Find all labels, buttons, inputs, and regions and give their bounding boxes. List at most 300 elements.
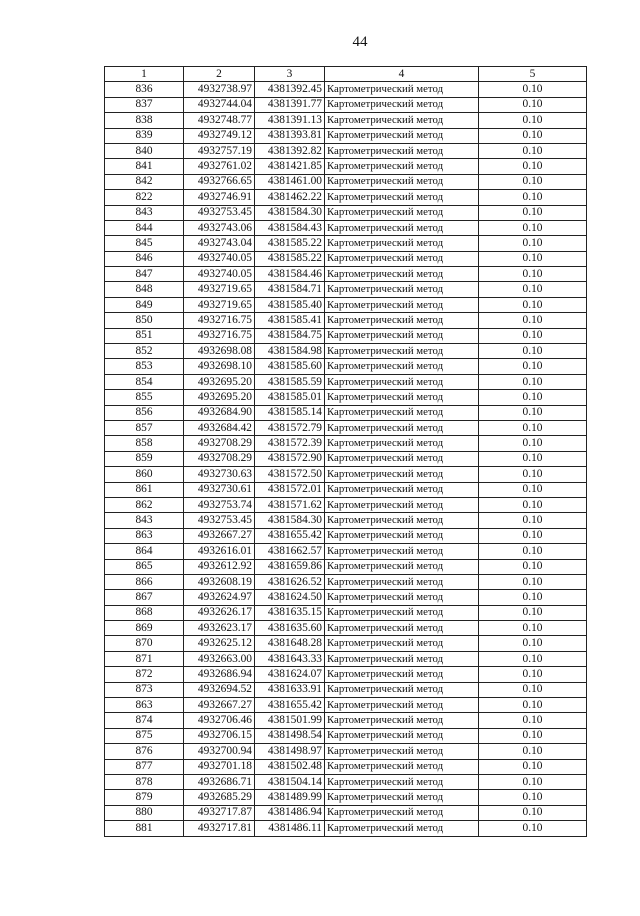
table-row [105, 82, 587, 97]
accuracy-cell: 0.10 [479, 297, 587, 312]
x-coordinate-cell: 4932757.19 [184, 143, 255, 158]
method-cell: Картометрический метод [325, 174, 479, 189]
column-header: 2 [184, 67, 255, 82]
method-cell: Картометрический метод [325, 621, 479, 636]
y-coordinate-cell: 4381392.82 [255, 143, 325, 158]
y-coordinate-cell: 4381659.86 [255, 559, 325, 574]
accuracy-cell: 0.10 [479, 374, 587, 389]
point-number-cell: 862 [105, 497, 184, 512]
table-row [105, 651, 587, 666]
table-row [105, 713, 587, 728]
table-row [105, 805, 587, 820]
table-row [105, 790, 587, 805]
y-coordinate-cell: 4381585.40 [255, 297, 325, 312]
point-number-cell: 872 [105, 667, 184, 682]
accuracy-cell: 0.10 [479, 282, 587, 297]
y-coordinate-cell: 4381584.71 [255, 282, 325, 297]
accuracy-cell: 0.10 [479, 220, 587, 235]
x-coordinate-cell: 4932748.77 [184, 113, 255, 128]
table-row [105, 574, 587, 589]
accuracy-cell: 0.10 [479, 574, 587, 589]
accuracy-cell: 0.10 [479, 713, 587, 728]
method-cell: Картометрический метод [325, 220, 479, 235]
method-cell: Картометрический метод [325, 559, 479, 574]
accuracy-cell: 0.10 [479, 805, 587, 820]
x-coordinate-cell: 4932706.15 [184, 728, 255, 743]
point-number-cell: 839 [105, 128, 184, 143]
table-row [105, 682, 587, 697]
table-row [105, 297, 587, 312]
x-coordinate-cell: 4932663.00 [184, 651, 255, 666]
accuracy-cell: 0.10 [479, 728, 587, 743]
method-cell: Картометрический метод [325, 728, 479, 743]
method-cell: Картометрический метод [325, 297, 479, 312]
y-coordinate-cell: 4381584.30 [255, 513, 325, 528]
table-row [105, 559, 587, 574]
x-coordinate-cell: 4932740.05 [184, 267, 255, 282]
column-header: 3 [255, 67, 325, 82]
x-coordinate-cell: 4932684.42 [184, 420, 255, 435]
x-coordinate-cell: 4932744.04 [184, 97, 255, 112]
method-cell: Картометрический метод [325, 636, 479, 651]
point-number-cell: 848 [105, 282, 184, 297]
y-coordinate-cell: 4381585.59 [255, 374, 325, 389]
x-coordinate-cell: 4932761.02 [184, 159, 255, 174]
point-number-cell: 870 [105, 636, 184, 651]
accuracy-cell: 0.10 [479, 821, 587, 836]
point-number-cell: 853 [105, 359, 184, 374]
method-cell: Картометрический метод [325, 698, 479, 713]
y-coordinate-cell: 4381421.85 [255, 159, 325, 174]
y-coordinate-cell: 4381486.94 [255, 805, 325, 820]
x-coordinate-cell: 4932694.52 [184, 682, 255, 697]
x-coordinate-cell: 4932717.87 [184, 805, 255, 820]
table-row [105, 282, 587, 297]
method-cell: Картометрический метод [325, 405, 479, 420]
accuracy-cell: 0.10 [479, 513, 587, 528]
table-row [105, 605, 587, 620]
accuracy-cell: 0.10 [479, 313, 587, 328]
table-row [105, 190, 587, 205]
point-number-cell: 860 [105, 467, 184, 482]
table-row [105, 251, 587, 266]
y-coordinate-cell: 4381393.81 [255, 128, 325, 143]
table-row [105, 513, 587, 528]
method-cell: Картометрический метод [325, 467, 479, 482]
y-coordinate-cell: 4381572.39 [255, 436, 325, 451]
accuracy-cell: 0.10 [479, 651, 587, 666]
x-coordinate-cell: 4932700.94 [184, 744, 255, 759]
x-coordinate-cell: 4932753.45 [184, 205, 255, 220]
y-coordinate-cell: 4381392.45 [255, 82, 325, 97]
method-cell: Картометрический метод [325, 344, 479, 359]
y-coordinate-cell: 4381655.42 [255, 528, 325, 543]
table-row [105, 528, 587, 543]
y-coordinate-cell: 4381585.01 [255, 390, 325, 405]
method-cell: Картометрический метод [325, 374, 479, 389]
x-coordinate-cell: 4932686.94 [184, 667, 255, 682]
x-coordinate-cell: 4932608.19 [184, 574, 255, 589]
y-coordinate-cell: 4381572.01 [255, 482, 325, 497]
table-row [105, 698, 587, 713]
table-row [105, 267, 587, 282]
point-number-cell: 841 [105, 159, 184, 174]
point-number-cell: 837 [105, 97, 184, 112]
y-coordinate-cell: 4381635.15 [255, 605, 325, 620]
table-row [105, 420, 587, 435]
method-cell: Картометрический метод [325, 482, 479, 497]
table-row [105, 113, 587, 128]
table-row [105, 405, 587, 420]
table-row [105, 359, 587, 374]
point-number-cell: 861 [105, 482, 184, 497]
table-row [105, 97, 587, 112]
y-coordinate-cell: 4381662.57 [255, 544, 325, 559]
accuracy-cell: 0.10 [479, 344, 587, 359]
y-coordinate-cell: 4381504.14 [255, 774, 325, 789]
y-coordinate-cell: 4381501.99 [255, 713, 325, 728]
y-coordinate-cell: 4381498.54 [255, 728, 325, 743]
table-row [105, 497, 587, 512]
point-number-cell: 868 [105, 605, 184, 620]
table-row [105, 143, 587, 158]
point-number-cell: 847 [105, 267, 184, 282]
point-number-cell: 863 [105, 698, 184, 713]
y-coordinate-cell: 4381584.46 [255, 267, 325, 282]
method-cell: Картометрический метод [325, 97, 479, 112]
x-coordinate-cell: 4932730.61 [184, 482, 255, 497]
x-coordinate-cell: 4932625.12 [184, 636, 255, 651]
x-coordinate-cell: 4932753.74 [184, 497, 255, 512]
y-coordinate-cell: 4381585.14 [255, 405, 325, 420]
y-coordinate-cell: 4381648.28 [255, 636, 325, 651]
x-coordinate-cell: 4932616.01 [184, 544, 255, 559]
accuracy-cell: 0.10 [479, 590, 587, 605]
point-number-cell: 846 [105, 251, 184, 266]
method-cell: Картометрический метод [325, 328, 479, 343]
method-cell: Картометрический метод [325, 390, 479, 405]
method-cell: Картометрический метод [325, 805, 479, 820]
accuracy-cell: 0.10 [479, 559, 587, 574]
accuracy-cell: 0.10 [479, 790, 587, 805]
method-cell: Картометрический метод [325, 159, 479, 174]
y-coordinate-cell: 4381584.75 [255, 328, 325, 343]
accuracy-cell: 0.10 [479, 143, 587, 158]
accuracy-cell: 0.10 [479, 482, 587, 497]
point-number-cell: 858 [105, 436, 184, 451]
y-coordinate-cell: 4381571.62 [255, 497, 325, 512]
method-cell: Картометрический метод [325, 667, 479, 682]
table-row [105, 590, 587, 605]
x-coordinate-cell: 4932612.92 [184, 559, 255, 574]
accuracy-cell: 0.10 [479, 544, 587, 559]
table-row [105, 128, 587, 143]
x-coordinate-cell: 4932708.29 [184, 436, 255, 451]
x-coordinate-cell: 4932624.97 [184, 590, 255, 605]
y-coordinate-cell: 4381489.99 [255, 790, 325, 805]
y-coordinate-cell: 4381624.50 [255, 590, 325, 605]
x-coordinate-cell: 4932706.46 [184, 713, 255, 728]
method-cell: Картометрический метод [325, 744, 479, 759]
point-number-cell: 871 [105, 651, 184, 666]
x-coordinate-cell: 4932695.20 [184, 390, 255, 405]
method-cell: Картометрический метод [325, 590, 479, 605]
accuracy-cell: 0.10 [479, 744, 587, 759]
y-coordinate-cell: 4381461.00 [255, 174, 325, 189]
accuracy-cell: 0.10 [479, 267, 587, 282]
method-cell: Картометрический метод [325, 790, 479, 805]
method-cell: Картометрический метод [325, 774, 479, 789]
table-row [105, 544, 587, 559]
point-number-cell: 878 [105, 774, 184, 789]
y-coordinate-cell: 4381635.60 [255, 621, 325, 636]
method-cell: Картометрический метод [325, 282, 479, 297]
table-row [105, 744, 587, 759]
point-number-cell: 873 [105, 682, 184, 697]
method-cell: Картометрический метод [325, 451, 479, 466]
y-coordinate-cell: 4381572.90 [255, 451, 325, 466]
table-row [105, 313, 587, 328]
accuracy-cell: 0.10 [479, 174, 587, 189]
table-row [105, 621, 587, 636]
table-row [105, 759, 587, 774]
point-number-cell: 857 [105, 420, 184, 435]
point-number-cell: 856 [105, 405, 184, 420]
method-cell: Картометрический метод [325, 128, 479, 143]
point-number-cell: 854 [105, 374, 184, 389]
y-coordinate-cell: 4381391.77 [255, 97, 325, 112]
accuracy-cell: 0.10 [479, 390, 587, 405]
point-number-cell: 869 [105, 621, 184, 636]
method-cell: Картометрический метод [325, 82, 479, 97]
method-cell: Картометрический метод [325, 713, 479, 728]
x-coordinate-cell: 4932685.29 [184, 790, 255, 805]
x-coordinate-cell: 4932730.63 [184, 467, 255, 482]
table-row [105, 159, 587, 174]
point-number-cell: 840 [105, 143, 184, 158]
y-coordinate-cell: 4381584.98 [255, 344, 325, 359]
y-coordinate-cell: 4381585.22 [255, 251, 325, 266]
y-coordinate-cell: 4381643.33 [255, 651, 325, 666]
column-header: 5 [479, 67, 587, 82]
method-cell: Картометрический метод [325, 528, 479, 543]
accuracy-cell: 0.10 [479, 97, 587, 112]
point-number-cell: 877 [105, 759, 184, 774]
x-coordinate-cell: 4932740.05 [184, 251, 255, 266]
point-number-cell: 850 [105, 313, 184, 328]
accuracy-cell: 0.10 [479, 528, 587, 543]
table-row [105, 821, 587, 836]
point-number-cell: 859 [105, 451, 184, 466]
accuracy-cell: 0.10 [479, 497, 587, 512]
method-cell: Картометрический метод [325, 359, 479, 374]
point-number-cell: 843 [105, 513, 184, 528]
x-coordinate-cell: 4932743.04 [184, 236, 255, 251]
accuracy-cell: 0.10 [479, 667, 587, 682]
y-coordinate-cell: 4381486.11 [255, 821, 325, 836]
accuracy-cell: 0.10 [479, 698, 587, 713]
point-number-cell: 852 [105, 344, 184, 359]
y-coordinate-cell: 4381633.91 [255, 682, 325, 697]
point-number-cell: 845 [105, 236, 184, 251]
accuracy-cell: 0.10 [479, 251, 587, 266]
accuracy-cell: 0.10 [479, 467, 587, 482]
method-cell: Картометрический метод [325, 821, 479, 836]
accuracy-cell: 0.10 [479, 621, 587, 636]
table-row [105, 482, 587, 497]
point-number-cell: 879 [105, 790, 184, 805]
x-coordinate-cell: 4932749.12 [184, 128, 255, 143]
point-number-cell: 865 [105, 559, 184, 574]
point-number-cell: 844 [105, 220, 184, 235]
column-header: 4 [325, 67, 479, 82]
page-number: 44 [352, 34, 368, 50]
point-number-cell: 849 [105, 297, 184, 312]
y-coordinate-cell: 4381585.60 [255, 359, 325, 374]
accuracy-cell: 0.10 [479, 113, 587, 128]
y-coordinate-cell: 4381585.41 [255, 313, 325, 328]
x-coordinate-cell: 4932623.17 [184, 621, 255, 636]
method-cell: Картометрический метод [325, 436, 479, 451]
x-coordinate-cell: 4932743.06 [184, 220, 255, 235]
y-coordinate-cell: 4381462.22 [255, 190, 325, 205]
method-cell: Картометрический метод [325, 113, 479, 128]
point-number-cell: 863 [105, 528, 184, 543]
point-number-cell: 822 [105, 190, 184, 205]
point-number-cell: 874 [105, 713, 184, 728]
method-cell: Картометрический метод [325, 236, 479, 251]
point-number-cell: 851 [105, 328, 184, 343]
method-cell: Картометрический метод [325, 420, 479, 435]
accuracy-cell: 0.10 [479, 436, 587, 451]
x-coordinate-cell: 4932716.75 [184, 328, 255, 343]
method-cell: Картометрический метод [325, 759, 479, 774]
method-cell: Картометрический метод [325, 574, 479, 589]
accuracy-cell: 0.10 [479, 759, 587, 774]
x-coordinate-cell: 4932719.65 [184, 297, 255, 312]
coordinates-table [104, 66, 587, 837]
y-coordinate-cell: 4381585.22 [255, 236, 325, 251]
x-coordinate-cell: 4932717.81 [184, 821, 255, 836]
accuracy-cell: 0.10 [479, 774, 587, 789]
point-number-cell: 838 [105, 113, 184, 128]
y-coordinate-cell: 4381624.07 [255, 667, 325, 682]
column-header: 1 [105, 67, 184, 82]
x-coordinate-cell: 4932738.97 [184, 82, 255, 97]
x-coordinate-cell: 4932667.27 [184, 698, 255, 713]
table-row [105, 344, 587, 359]
accuracy-cell: 0.10 [479, 605, 587, 620]
point-number-cell: 875 [105, 728, 184, 743]
y-coordinate-cell: 4381626.52 [255, 574, 325, 589]
table-row [105, 174, 587, 189]
method-cell: Картометрический метод [325, 497, 479, 512]
x-coordinate-cell: 4932686.71 [184, 774, 255, 789]
method-cell: Картометрический метод [325, 513, 479, 528]
method-cell: Картометрический метод [325, 544, 479, 559]
accuracy-cell: 0.10 [479, 205, 587, 220]
point-number-cell: 864 [105, 544, 184, 559]
accuracy-cell: 0.10 [479, 420, 587, 435]
y-coordinate-cell: 4381391.13 [255, 113, 325, 128]
table-row [105, 636, 587, 651]
y-coordinate-cell: 4381572.79 [255, 420, 325, 435]
table-row [105, 390, 587, 405]
y-coordinate-cell: 4381502.48 [255, 759, 325, 774]
method-cell: Картометрический метод [325, 143, 479, 158]
accuracy-cell: 0.10 [479, 636, 587, 651]
x-coordinate-cell: 4932716.75 [184, 313, 255, 328]
accuracy-cell: 0.10 [479, 328, 587, 343]
table-row [105, 467, 587, 482]
table-row [105, 728, 587, 743]
x-coordinate-cell: 4932684.90 [184, 405, 255, 420]
y-coordinate-cell: 4381584.43 [255, 220, 325, 235]
x-coordinate-cell: 4932753.45 [184, 513, 255, 528]
table-row [105, 205, 587, 220]
y-coordinate-cell: 4381572.50 [255, 467, 325, 482]
x-coordinate-cell: 4932701.18 [184, 759, 255, 774]
x-coordinate-cell: 4932708.29 [184, 451, 255, 466]
table-header-row [105, 67, 587, 82]
y-coordinate-cell: 4381655.42 [255, 698, 325, 713]
method-cell: Картометрический метод [325, 313, 479, 328]
accuracy-cell: 0.10 [479, 159, 587, 174]
accuracy-cell: 0.10 [479, 82, 587, 97]
method-cell: Картометрический метод [325, 605, 479, 620]
point-number-cell: 880 [105, 805, 184, 820]
point-number-cell: 842 [105, 174, 184, 189]
table-row [105, 374, 587, 389]
point-number-cell: 866 [105, 574, 184, 589]
accuracy-cell: 0.10 [479, 190, 587, 205]
x-coordinate-cell: 4932698.10 [184, 359, 255, 374]
method-cell: Картометрический метод [325, 651, 479, 666]
point-number-cell: 876 [105, 744, 184, 759]
x-coordinate-cell: 4932719.65 [184, 282, 255, 297]
accuracy-cell: 0.10 [479, 682, 587, 697]
table-row [105, 236, 587, 251]
x-coordinate-cell: 4932766.65 [184, 174, 255, 189]
accuracy-cell: 0.10 [479, 236, 587, 251]
table-row [105, 667, 587, 682]
point-number-cell: 867 [105, 590, 184, 605]
table-row [105, 220, 587, 235]
method-cell: Картометрический метод [325, 190, 479, 205]
accuracy-cell: 0.10 [479, 405, 587, 420]
x-coordinate-cell: 4932695.20 [184, 374, 255, 389]
point-number-cell: 843 [105, 205, 184, 220]
method-cell: Картометрический метод [325, 682, 479, 697]
method-cell: Картометрический метод [325, 267, 479, 282]
point-number-cell: 855 [105, 390, 184, 405]
method-cell: Картометрический метод [325, 251, 479, 266]
x-coordinate-cell: 4932667.27 [184, 528, 255, 543]
table-row [105, 436, 587, 451]
x-coordinate-cell: 4932626.17 [184, 605, 255, 620]
x-coordinate-cell: 4932698.08 [184, 344, 255, 359]
accuracy-cell: 0.10 [479, 451, 587, 466]
method-cell: Картометрический метод [325, 205, 479, 220]
y-coordinate-cell: 4381584.30 [255, 205, 325, 220]
accuracy-cell: 0.10 [479, 128, 587, 143]
accuracy-cell: 0.10 [479, 359, 587, 374]
y-coordinate-cell: 4381498.97 [255, 744, 325, 759]
table-row [105, 451, 587, 466]
point-number-cell: 881 [105, 821, 184, 836]
point-number-cell: 836 [105, 82, 184, 97]
table-row [105, 774, 587, 789]
